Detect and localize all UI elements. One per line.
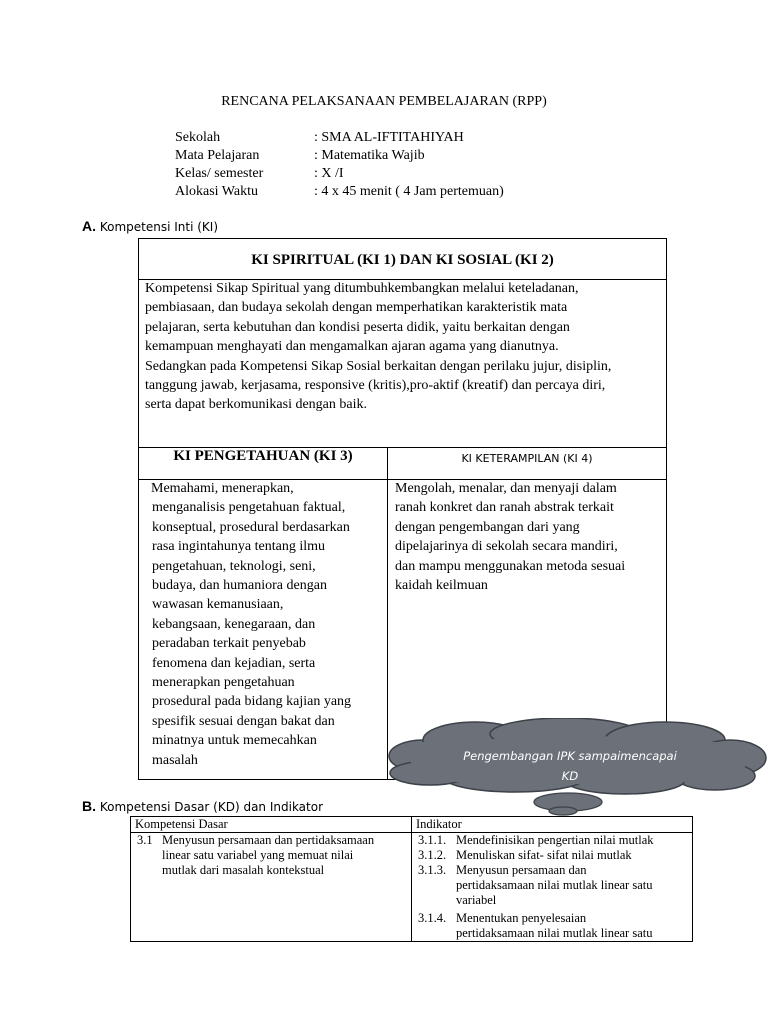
text-line: rasa ingintahunya tentang ilmu [152,539,326,555]
text-line: Sedangkan pada Kompetensi Sikap Sosial berkaitan dengan perilaku jujur, disiplin, [145,358,612,374]
text-line: konseptual, prosedural berdasarkan [152,519,350,535]
identity-label: Kelas/ semester [175,166,264,181]
kd-item [137,833,407,878]
indikator-number: 3.1.3. [418,863,447,877]
text-line: menganalisis pengetahuan faktual, [152,500,346,516]
text-line: Menuliskan sifat- sifat nilai mutlak [456,848,632,862]
text-line: pertidaksamaan nilai mutlak linear satu [456,926,653,940]
text-line: Menentukan penyelesaian [456,911,587,925]
section-b-letter: B. [82,798,96,814]
kd-cell [131,833,412,942]
table-row [131,833,693,942]
indikator-number: 3.1.4. [418,911,447,925]
text-line: pertidaksamaan nilai mutlak linear satu [456,878,653,892]
indikator-item [418,833,688,848]
text-line: masalah [152,752,198,768]
ki-table [138,238,667,780]
column-header-indikator: Indikator [412,817,693,833]
text-line: Menyusun persamaan dan pertidaksamaan [162,833,375,847]
text-line: minatnya untuk memecahkan [152,733,317,749]
identity-row-time [175,183,504,201]
text-line: dipelajarinya di sekolah secara mandiri, [395,539,618,555]
table-header-row [131,817,693,833]
text-line: linear satu variabel yang memuat nilai [162,848,354,862]
indikator-item [418,848,688,863]
cloud-text-line: KD [561,769,579,783]
text-line: prosedural pada bidang kajian yang [152,694,352,710]
identity-row-subject [175,147,504,165]
identity-block [175,129,504,201]
text-line: fenomena dan kejadian, serta [152,655,316,671]
section-b-label: Kompetensi Dasar (KD) dan Indikator [99,800,324,814]
indikator-number: 3.1.2. [418,848,447,862]
text-line: Memahami, menerapkan, [151,481,294,496]
text-line: peradaban terkait penyebab [152,636,306,652]
text-line: variabel [456,893,497,907]
ki-pengetahuan-text [151,479,385,770]
text-line: kemampuan menghayati dan mengamalkan ajaran agama yang dianutnya. [145,339,559,355]
section-a-heading [82,218,218,234]
text-line: Menyusun persamaan dan [456,863,587,877]
ki-spiritual-title: KI SPIRITUAL (KI 1) DAN KI SOSIAL (KI 2) [251,252,554,268]
indikator-item [418,911,688,941]
text-line: tanggung jawab, kerjasama, responsive (kritis),pro-aktif (kreatif) dan percaya diri, [145,378,606,394]
section-a-letter: A. [82,218,96,234]
text-line: ranah konkret dan ranah abstrak terkait [395,500,614,516]
text-line: spesifik sesuai dengan bakat dan [152,713,335,729]
identity-value: : 4 x 45 menit ( 4 Jam pertemuan) [314,184,504,199]
identity-value: : X /I [314,166,344,181]
text-line: serta dapat berkomunikasi dengan baik. [145,397,367,413]
text-line: kebangsaan, kenegaraan, dan [152,616,316,632]
indikator-cell [412,833,693,942]
text-line: Mengolah, menalar, dan menyaji dalam [395,481,617,496]
kd-table [130,816,693,942]
identity-value: : SMA AL-IFTITAHIYAH [314,130,464,145]
text-line: Kompetensi Sikap Spiritual yang ditumbuhkembangkan melalui keteladanan, [145,281,579,296]
ki-spiritual-text [145,279,665,415]
identity-row-school [175,129,504,147]
text-line: pengetahuan, teknologi, seni, [152,558,316,574]
indikator-item [418,863,688,908]
identity-label: Mata Pelajaran [175,148,260,163]
text-line: dengan pengembangan dari yang [395,519,580,535]
column-header-kd: Kompetensi Dasar [131,817,412,833]
kd-text [162,833,374,878]
cloud-text [446,746,694,786]
cloud-text-line: Pengembangan IPK sampaimencapai [463,749,677,763]
text-line: Mendefinisikan pengertian nilai mutlak [456,833,654,847]
text-line: kaidah keilmuan [395,578,488,594]
identity-label: Sekolah [175,130,221,145]
ki-keterampilan-title: KI KETERAMPILAN (KI 4) [461,452,593,465]
section-b-heading [82,798,323,814]
text-line: pembiasaan, dan budaya sekolah dengan memperhatikan karakteristik mata [145,300,568,316]
identity-label: Alokasi Waktu [175,184,258,199]
identity-value: : Matematika Wajib [314,148,425,163]
identity-row-class [175,165,504,183]
document-title: RENCANA PELAKSANAAN PEMBELAJARAN (RPP) [221,94,547,109]
text-line: budaya, dan humaniora dengan [152,578,327,594]
text-line: menerapkan pengetahuan [152,675,295,691]
text-line: pelajaran, serta kebutuhan dan kondisi peserta didik, yaitu berkaitan dengan [145,319,570,335]
text-line: mutlak dari masalah kontekstual [162,863,325,877]
text-line: dan mampu menggunakan metoda sesuai [395,558,626,574]
ki-pengetahuan-title: KI PENGETAHUAN (KI 3) [173,448,353,464]
indikator-number: 3.1.1. [418,833,447,847]
section-a-label: Kompetensi Inti (KI) [99,220,218,234]
ki-keterampilan-text [395,479,663,595]
kd-number: 3.1 [137,833,153,847]
text-line: wawasan kemanusiaan, [152,597,284,613]
